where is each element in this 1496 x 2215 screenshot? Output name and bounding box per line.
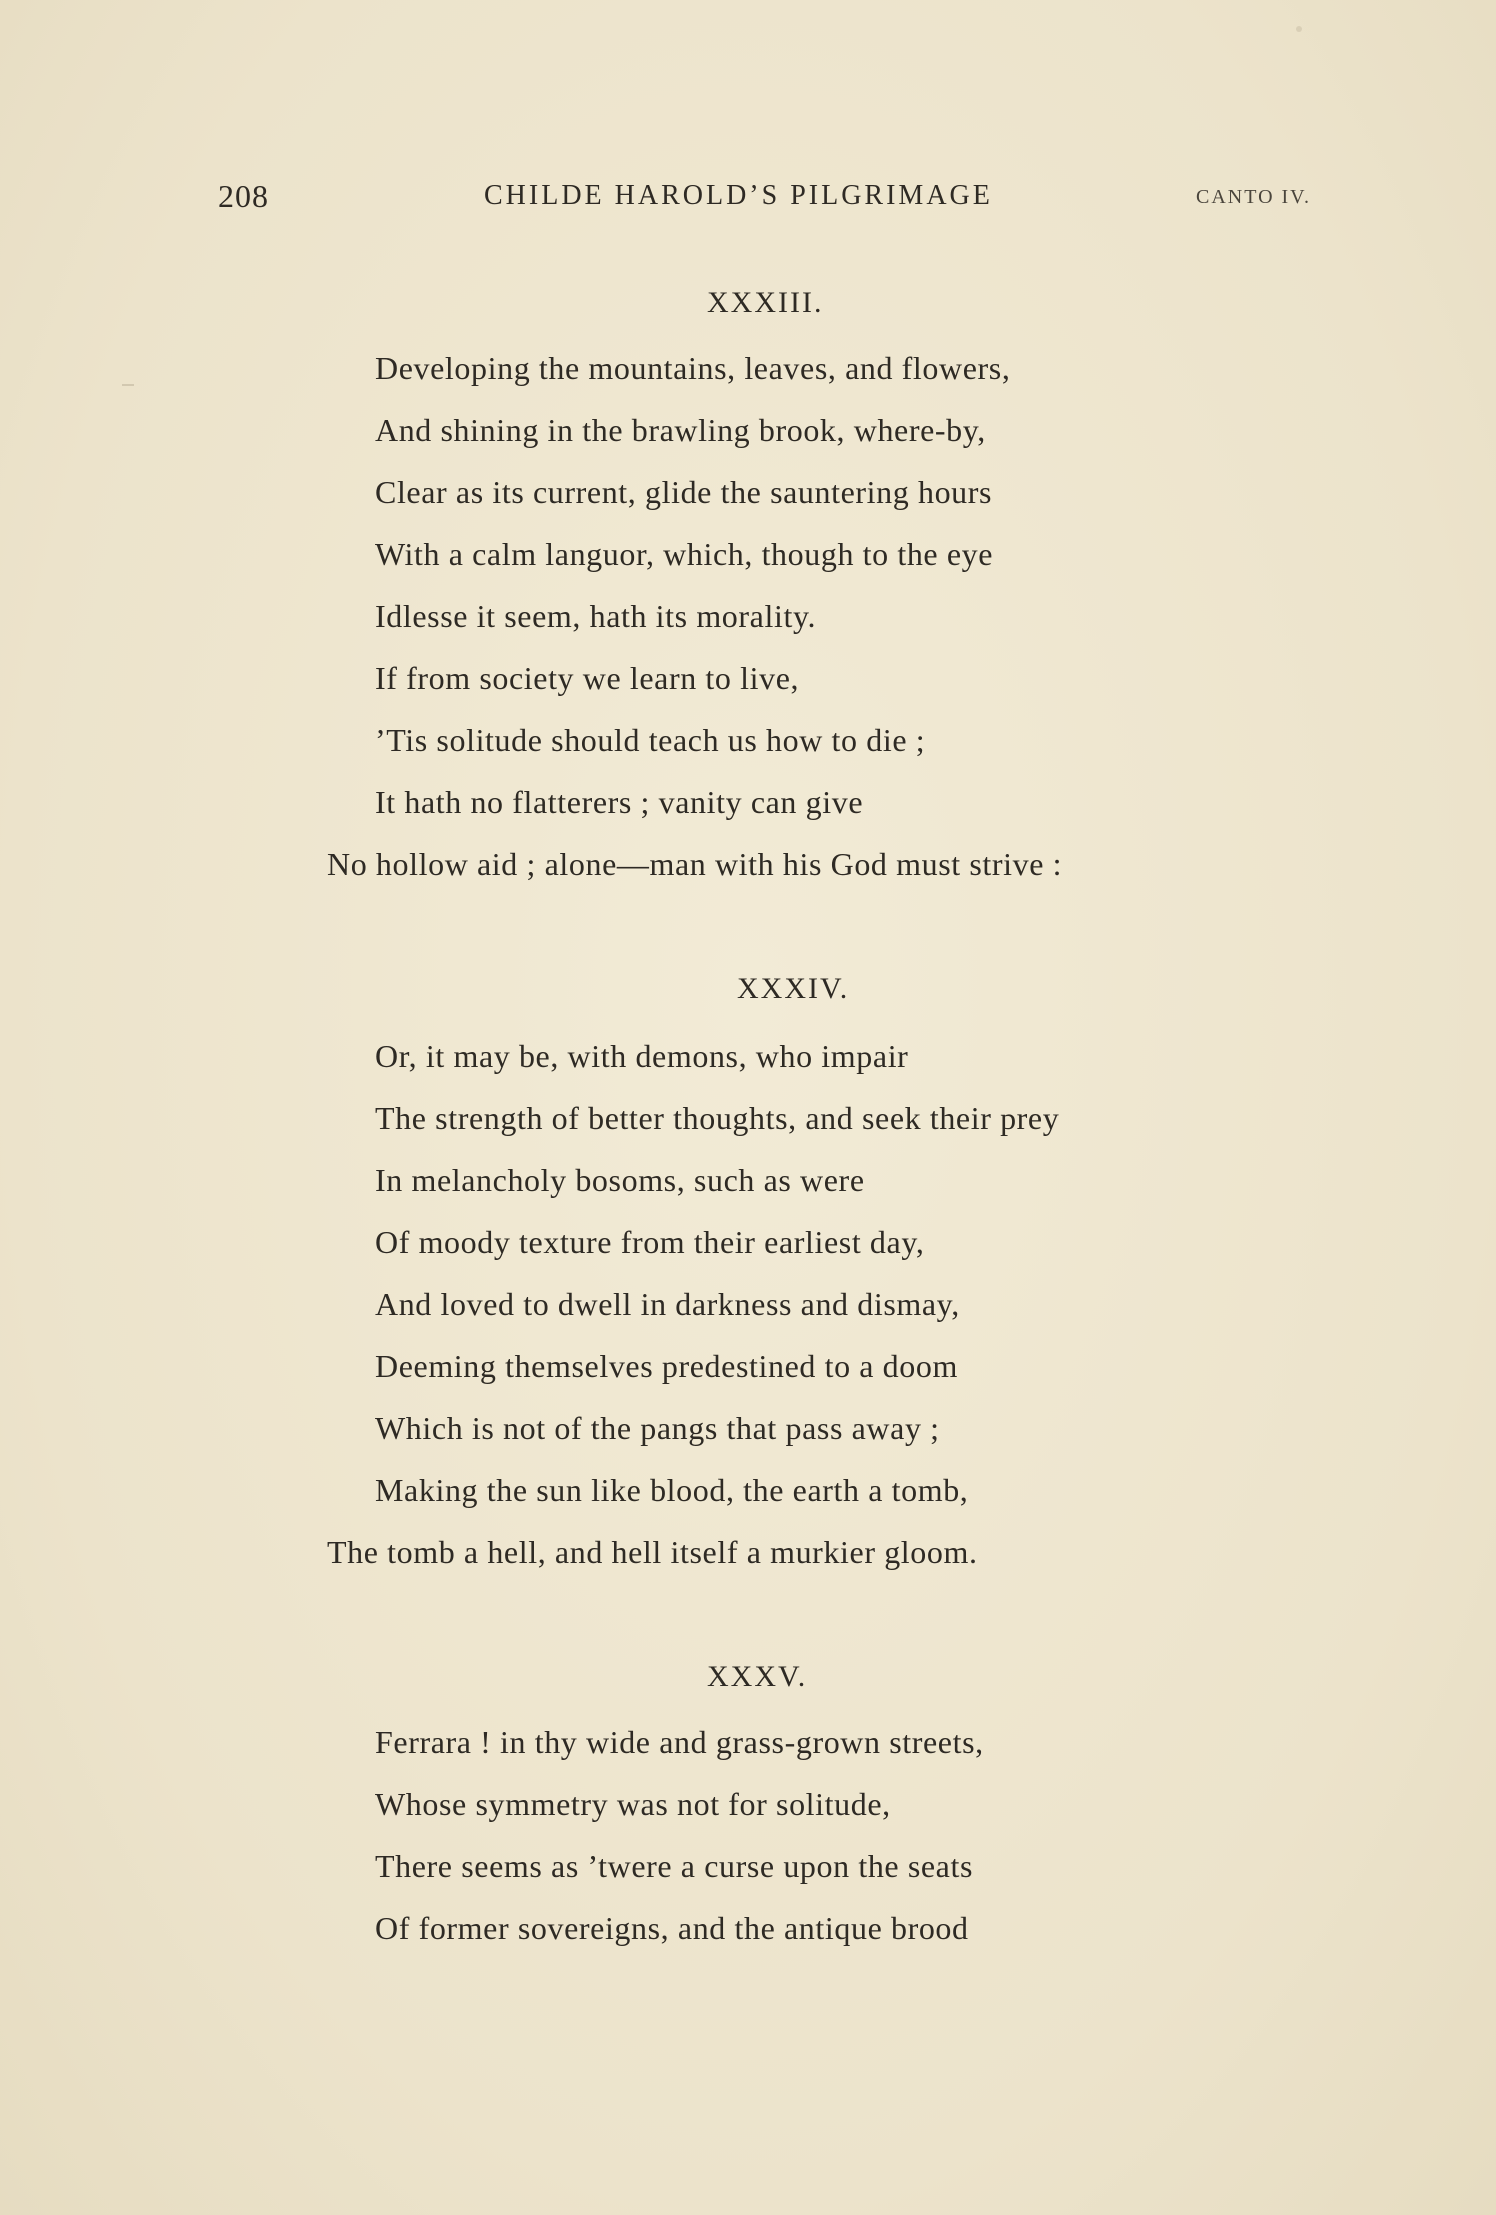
running-title: CHILDE HAROLD’S PILGRIMAGE <box>484 180 993 211</box>
verse-line: Clear as its current, glide the sauntering hours <box>375 474 993 510</box>
stanza-number: XXXV. <box>707 1660 808 1693</box>
verse-line: Or, it may be, with demons, who impair <box>375 1038 909 1074</box>
verse-line: Idlesse it seem, hath its morality. <box>375 598 817 634</box>
verse-line: The strength of better thoughts, and seek their prey <box>375 1100 1060 1136</box>
canto-label: CANTO IV. <box>1196 186 1312 208</box>
verse-line: Which is not of the pangs that pass away ; <box>375 1410 940 1446</box>
verse-line: There seems as ’twere a curse upon the seats <box>375 1848 974 1884</box>
verse-line: Developing the mountains, leaves, and flowers, <box>375 350 1011 386</box>
paper-mark <box>122 384 134 386</box>
verse-line: Whose symmetry was not for solitude, <box>375 1786 891 1822</box>
verse-line: Of moody texture from their earliest day, <box>375 1224 925 1260</box>
verse-line: And shining in the brawling brook, where-by, <box>375 412 986 448</box>
verse-line: No hollow aid ; alone—man with his God must strive : <box>327 846 1063 882</box>
verse-line: Ferrara ! in thy wide and grass-grown streets, <box>375 1724 984 1760</box>
paper-speck <box>1296 26 1302 32</box>
page-header <box>0 178 1496 222</box>
verse-line: ’Tis solitude should teach us how to die ; <box>375 722 926 758</box>
verse-line: Making the sun like blood, the earth a tomb, <box>375 1472 969 1508</box>
verse-line: If from society we learn to live, <box>375 660 800 696</box>
page-number: 208 <box>218 178 269 214</box>
verse-line: Of former sovereigns, and the antique brood <box>375 1910 969 1946</box>
verse-line: Deeming themselves predestined to a doom <box>375 1348 958 1384</box>
verse-line: The tomb a hell, and hell itself a murkier gloom. <box>327 1534 978 1570</box>
stanza-number: XXXIV. <box>737 972 850 1005</box>
verse-line: With a calm languor, which, though to the eye <box>375 536 994 572</box>
stanza-number: XXXIII. <box>707 286 824 319</box>
verse-line: In melancholy bosoms, such as were <box>375 1162 865 1198</box>
verse-line: And loved to dwell in darkness and dismay, <box>375 1286 960 1322</box>
verse-line: It hath no flatterers ; vanity can give <box>375 784 864 820</box>
